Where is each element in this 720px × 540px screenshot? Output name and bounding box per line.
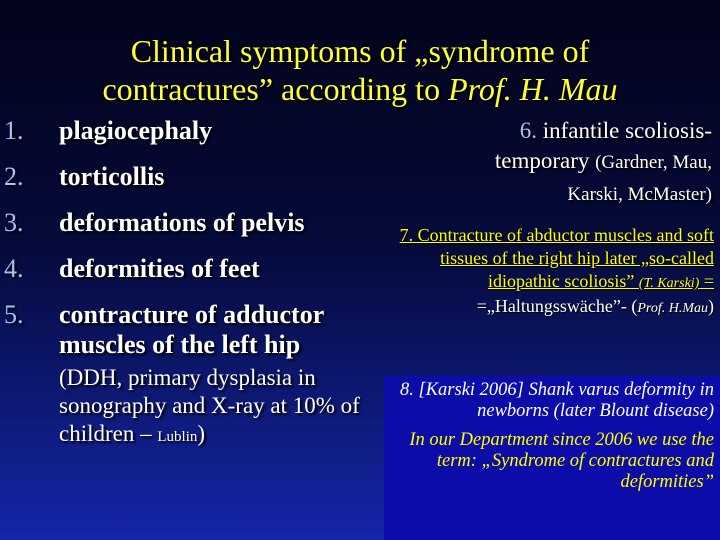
item-7-number: 7. — [399, 225, 414, 245]
list-text: deformities of feet — [59, 254, 260, 283]
item-7-cite: (T. Karski) — [638, 276, 700, 291]
item-7-eq: = — [699, 271, 714, 291]
list-text: plagiocephaly — [59, 116, 213, 145]
list-number: 4. — [4, 254, 24, 283]
item-6 — [412, 116, 712, 212]
item-8-text: 8. [Karski 2006] Shank varus deformity in newborns (later Blount disease) — [400, 380, 714, 421]
item-7 — [374, 224, 714, 320]
item-7-text — [400, 225, 714, 291]
list-item — [4, 116, 384, 146]
list-number: 2. — [4, 162, 24, 191]
item-7-body: Contracture of abductor muscles and soft tissues of the right hip later „so-called idiopathic scoliosis” — [413, 225, 714, 291]
list-number: 3. — [4, 208, 24, 237]
slide-title — [20, 32, 700, 108]
list-number: 1. — [4, 116, 24, 145]
list-item — [4, 162, 384, 192]
list-number: 5. — [4, 300, 24, 329]
list-item — [4, 300, 384, 451]
detail-close: ) — [197, 421, 206, 446]
item-6-authors-a: (Gardner, Mau, — [595, 152, 712, 173]
detail-city: Lublin — [157, 429, 198, 445]
list-text: deformations of pelvis — [59, 208, 305, 237]
item-7-cite2: Prof. H.Mau — [637, 301, 708, 316]
item-7-german-text: =„Haltungsswäche”- ( — [476, 296, 638, 316]
symptom-list — [4, 116, 384, 451]
list-text: torticollis — [59, 162, 165, 191]
item-8-box — [384, 376, 720, 540]
item-6-number: 6. — [519, 118, 537, 143]
item-6-authors-b: Karski, McMaster) — [567, 184, 712, 205]
list-detail — [59, 364, 384, 451]
item-6-text-a: infantile scoliosis- — [536, 118, 712, 143]
title-author: Prof. H. Mau — [448, 71, 618, 107]
title-line2: contractures” according to — [102, 71, 449, 107]
item-7-close: ) — [708, 296, 714, 316]
item-6-text-b: temporary — [494, 148, 596, 173]
list-item — [4, 208, 384, 238]
list-text: contracture of adductor muscles of the left hip — [59, 300, 324, 359]
item-7-german — [477, 296, 714, 316]
detail-text: (DDH, primary dysplasia in sonography and X-ray at 10% of children – — [59, 365, 360, 446]
list-item — [4, 254, 384, 284]
title-line1: Clinical symptoms of „syndrome of — [130, 33, 590, 69]
department-note: In our Department since 2006 we use the term: „Syndrome of contractures and deformities” — [409, 430, 714, 492]
